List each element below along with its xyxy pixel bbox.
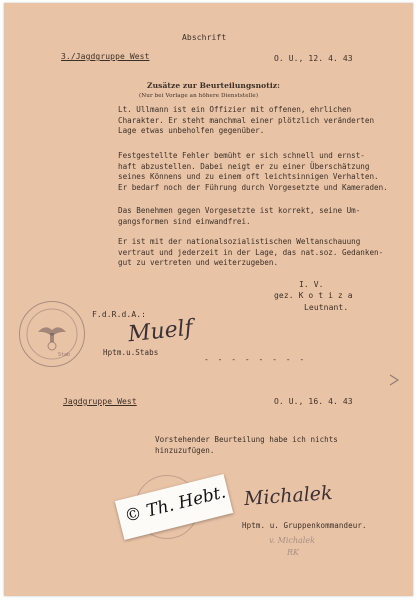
place-date: O. U., 12. 4. 43 xyxy=(274,54,353,63)
signature-stabs: Muelf xyxy=(126,315,195,348)
section2-text: Vorstehender Beurteilung habe ich nichts hinzuzufügen. xyxy=(155,435,338,455)
signature-kommandeur: Michalek xyxy=(243,481,334,511)
paragraph-worldview: Er ist mit der nationalsozialistischen Weltanschauung vertraut und jederzeit in der Lage, das nat.soz. Gedanken- gut zu vertreten und weiterzugeben. xyxy=(118,237,384,268)
signer-rank-leutnant: Leutnant. xyxy=(304,303,349,312)
signer-rank-kommandeur: Hptm. u. Gruppenkommandeur. xyxy=(242,521,367,530)
notice-title: Zusätze zur Beurteilungsnotiz: xyxy=(147,81,281,90)
pencil-note-rk: RK xyxy=(287,548,299,557)
signer-rank-stabs: Hptm.u.Stabs xyxy=(103,348,159,357)
pencil-mark-icon xyxy=(388,373,400,387)
stamp-label: Stab xyxy=(58,352,71,358)
divider: - - - - - - - - xyxy=(204,355,307,364)
unit-heading: 3./Jagdgruppe West xyxy=(61,52,150,61)
signed-name: gez. K o t i z a xyxy=(274,291,353,300)
abschrift-heading: Abschrift xyxy=(182,33,227,42)
section2-place-date: O. U., 16. 4. 43 xyxy=(274,397,353,406)
fdra-label: F.d.R.d.A.: xyxy=(92,310,147,319)
section2-unit: Jagdgruppe West xyxy=(63,397,137,406)
document-sheet xyxy=(4,3,413,596)
paragraph-character: Lt. Ullmann ist ein Offizier mit offenen, ehrlichen Charakter. Er steht manchmal einer plötzlich veränderten Lage etwas unbeholfen gegenüber. xyxy=(118,105,375,136)
copyright-text: © Th. Hebt. xyxy=(122,482,228,527)
notice-subtitle: (Nur bei Vorlage an höhere Dienststelle) xyxy=(139,93,259,99)
paragraph-errors: Festgestellte Fehler bemüht er sich schnell und ernst- haft abzustellen. Dabei neigt er zu einer Überschätzung seines Könnens und zu einem oft leichtsinnigen Verhalten. Er bedarf noch der Führung durch Vorgesetzte und Kameraden. xyxy=(118,151,388,192)
paragraph-conduct: Das Benehmen gegen Vorgesetzte ist korrekt, seine Um- gangsformen sind einwandfrei. xyxy=(118,206,361,226)
pencil-note-name: v. Michalek xyxy=(269,536,315,545)
iv-label: I. V. xyxy=(299,280,324,289)
official-stamp xyxy=(19,301,85,367)
